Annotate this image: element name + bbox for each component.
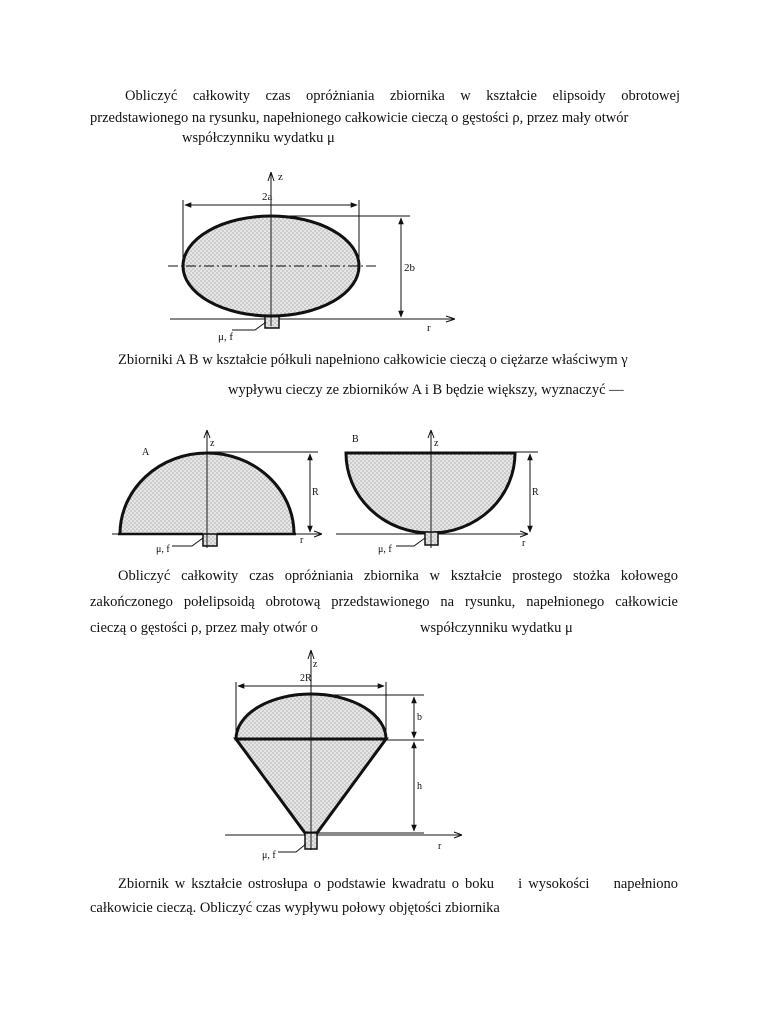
fig2a-orifice [203,534,217,546]
fig2a-z-label: z [210,438,215,449]
fig2a-tank-label: A [142,447,150,458]
problem1-line2: przedstawionego na rysunku, napełnionego całkowicie cieczą o gęstości ρ, przez mały otwór [90,110,629,126]
fig3-h-label: h [417,781,422,792]
fig3-z-label: z [313,659,318,670]
figure1-ellipsoid [168,171,455,343]
fig1-z-label: z [278,171,283,183]
figure2-tank-b [336,430,539,555]
problem3-line1: Obliczyć całkowity czas opróżniania zbiornika w kształcie prostego stożka kołowego [118,568,678,584]
fig2b-tank-label: B [352,434,359,445]
fig3-2r-label: 2R [300,673,312,684]
figure2-tank-a [112,430,322,555]
problem2-line1: Zbiorniki A B w kształcie półkuli napełniono całkowicie cieczą o ciężarze właściwym γ [118,352,628,368]
fig1-2a-label: 2a [262,191,273,203]
fig2a-r-label: r [300,535,304,546]
problem1-line1: Obliczyć całkowity czas opróżniania zbiornika w kształcie elipsoidy obrotowej [125,88,680,104]
fig2b-r-label: r [522,538,526,549]
fig2b-radius-label: R [532,487,539,498]
problem4-line2: całkowicie cieczą. Obliczyć czas wypływu połowy objętości zbiornika [90,900,500,916]
fig3-b-label: b [417,712,422,723]
fig3-r-label: r [438,841,442,852]
fig2b-orifice-label: μ, f [378,544,392,555]
figure3-cone-tank [225,650,462,861]
fig2a-radius-label: R [312,487,319,498]
fig1-orifice-label: μ, f [218,331,234,343]
problem2-line2: wypływu cieczy ze zbiorników A i B będzie większy, wyznaczyć — [228,382,624,398]
problem4-line1: Zbiornik w kształcie ostrosłupa o podstawie kwadratu o boku i wysokości napełniono [118,876,678,892]
problem3-line3a: cieczą o gęstości ρ, przez mały otwór o [90,620,318,636]
fig3-orifice-label: μ, f [262,850,276,861]
problem3-line2: zakończonego połelipsoidą obrotową przedstawionego na rysunku, napełnionego całkowicie [90,594,678,610]
fig2b-z-label: z [434,438,439,449]
fig1-r-label: r [427,322,431,334]
fig1-2b-label: 2b [404,262,415,274]
problem1-line3: współczynniku wydatku μ [182,130,335,146]
fig2a-orifice-label: μ, f [156,544,170,555]
problem3-line3b: współczynniku wydatku μ [420,620,573,636]
